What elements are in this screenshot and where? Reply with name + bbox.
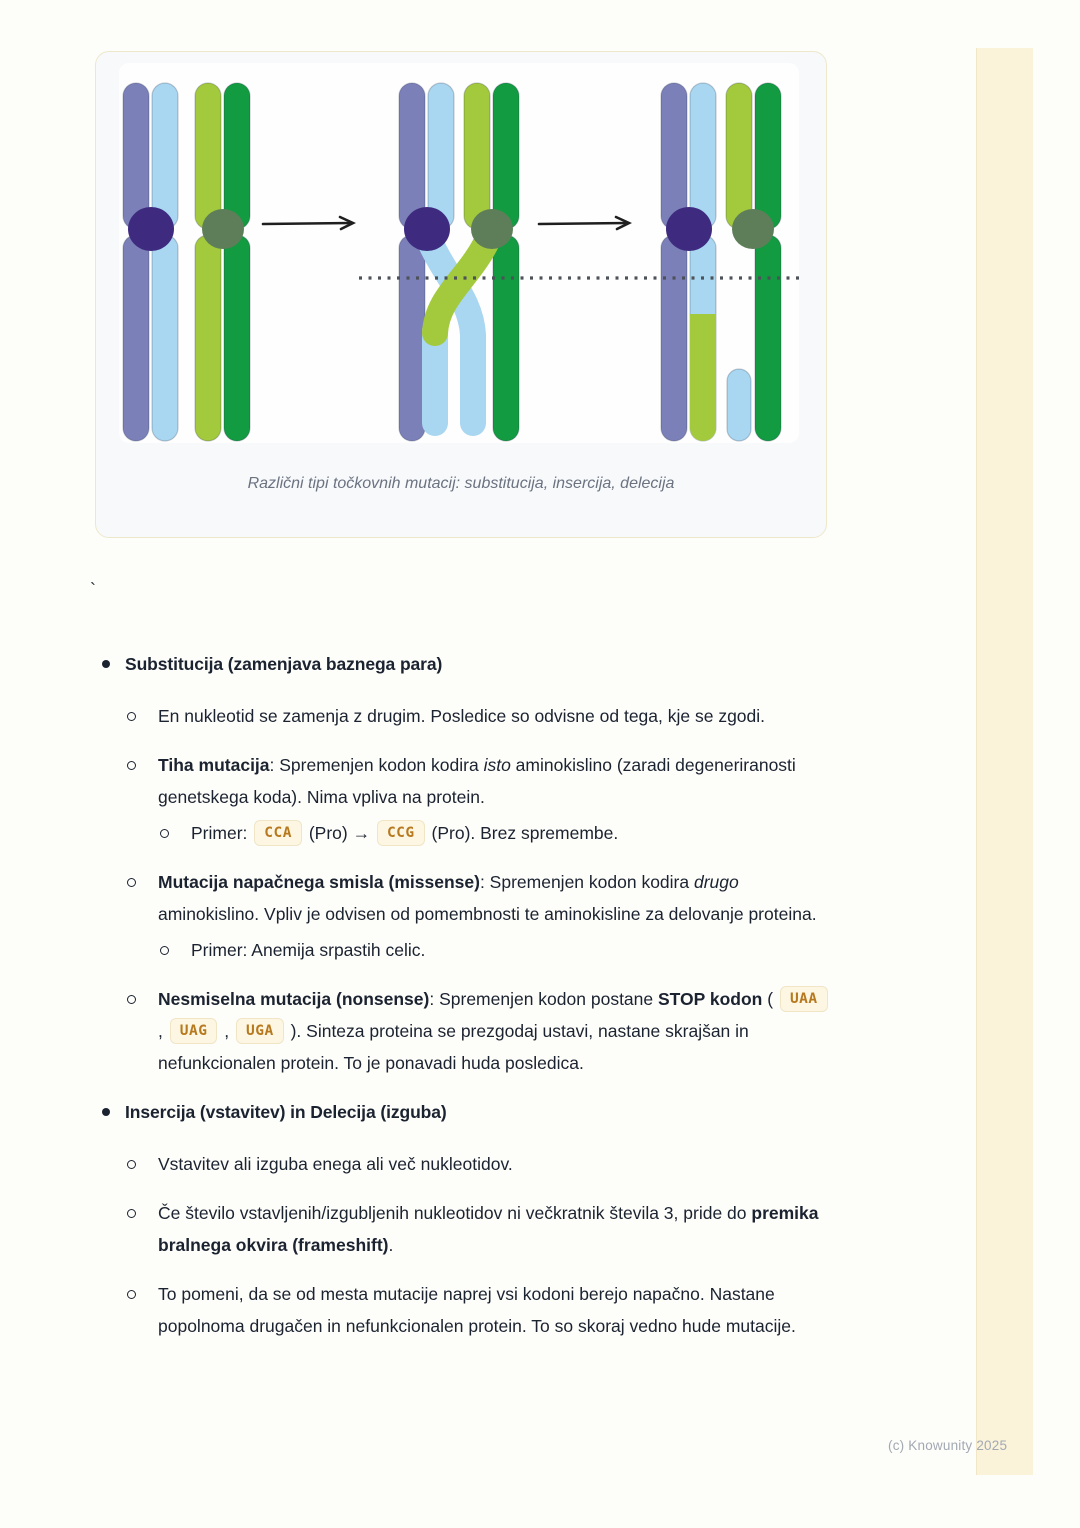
codon-badge: UGA	[236, 1018, 284, 1044]
centromere	[404, 207, 450, 251]
list-item: To pomeni, da se od mesta mutacije naprej vsi kodoni berejo napačno. Nastane popolnoma drugačen in nefunkcionalen protein. To so skoraj vedno hude mutacije.	[125, 1278, 837, 1342]
list-item: Primer: Anemija srpastih celic.	[158, 934, 837, 966]
codon-badge: UAA	[780, 986, 828, 1012]
deleted-fragment	[727, 369, 751, 441]
centromere	[666, 207, 712, 251]
list-heading: Insercija (vstavitev) in Delecija (izguba)	[92, 1096, 837, 1128]
list-item: En nukleotid se zamenja z drugim. Posledice so odvisne od tega, kje se zgodi.	[125, 700, 837, 732]
circle-bullet-icon	[127, 878, 136, 887]
chromosomes-after	[661, 83, 781, 441]
copyright-note: (c) Knowunity 2025	[888, 1438, 1008, 1453]
circle-bullet-icon	[127, 712, 136, 721]
circle-bullet-icon	[160, 946, 169, 955]
arrow-icon	[539, 217, 629, 229]
point-mutation-diagram	[119, 63, 799, 443]
circle-bullet-icon	[127, 1209, 136, 1218]
circle-bullet-icon	[127, 1160, 136, 1169]
circle-bullet-icon	[127, 761, 136, 770]
figure-image	[119, 63, 799, 443]
chromosomes-crossover	[399, 83, 519, 441]
centromere	[202, 209, 244, 249]
inserted-segment	[690, 314, 716, 441]
list-item: Nesmiselna mutacija (nonsense): Spremenjen kodon postane STOP kodon ( UAA , UAG , UGA ). Sinteza proteina se prezgodaj ustavi, nastane skrajšan in nefunkcionalen protein. To je ponavadi huda posledica.	[125, 983, 837, 1079]
bullet-icon	[102, 1108, 110, 1116]
arrow-icon	[263, 217, 353, 229]
figure-card	[95, 51, 827, 538]
list-item: Če število vstavljenih/izgubljenih nukleotidov ni večkratnik števila 3, pride do premika bralnega okvira (frameshift).	[125, 1197, 837, 1261]
codon-badge: CCA	[254, 820, 302, 846]
right-accent-stripe	[976, 48, 1033, 1475]
circle-bullet-icon	[127, 995, 136, 1004]
list-item: Vstavitev ali izguba enega ali več nukleotidov.	[125, 1148, 837, 1180]
chromosomes-before	[123, 83, 250, 441]
codon-badge: UAG	[170, 1018, 218, 1044]
figure-caption: Različni tipi točkovnih mutacij: substitucija, insercija, delecija	[247, 475, 675, 492]
circle-bullet-icon	[160, 829, 169, 838]
stray-backtick: `	[90, 580, 96, 600]
bullet-icon	[102, 660, 110, 668]
list-item: Primer: CCA (Pro) → CCG (Pro). Brez spremembe.	[158, 817, 837, 849]
codon-badge: CCG	[377, 820, 425, 846]
list-heading: Substitucija (zamenjava baznega para)	[92, 648, 837, 680]
circle-bullet-icon	[127, 1290, 136, 1299]
notes-content	[92, 648, 837, 1359]
centromere	[732, 209, 774, 249]
list-item: Mutacija napačnega smisla (missense): Spremenjen kodon kodira drugo aminokislino. Vpliv je odvisen od pomembnosti te aminokisline za delovanje proteina.	[125, 866, 837, 930]
centromere	[128, 207, 174, 251]
centromere	[471, 209, 513, 249]
list-item: Tiha mutacija: Spremenjen kodon kodira isto aminokislino (zaradi degeneriranosti genetskega koda). Nima vpliva na protein.	[125, 749, 837, 813]
